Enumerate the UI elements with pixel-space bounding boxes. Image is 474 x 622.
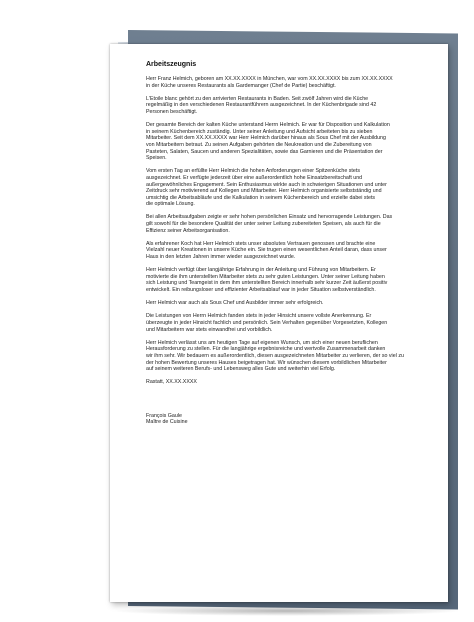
body-line: der hohen Bewertung unseres Hauses beigetragen hat. Wir wünschen diesem vorbildlichen Mitarbeiter <box>146 359 387 366</box>
body-paragraph <box>146 267 436 293</box>
body-line: motivierte die ihm unterstellten Mitarbeiter stets zu sehr guten Leistungen. Unter seiner Leitung haben <box>146 273 385 280</box>
body-line: ausgezeichnet. Er verfügte jederzeit über eine außerordentlich hohe Einsatzbereitschaft und <box>146 174 363 181</box>
body-line: Herr Helmich verfügt über langjährige Erfahrung in der Anleitung und Führung von Mitarbeitern. Er <box>146 267 376 274</box>
body-line: auf seinem weiteren Berufs- und Lebensweg alles Gute und weiterhin viel Erfolg. <box>146 366 336 373</box>
body-line: regelmäßig in den verschiedenen Restaurantführern ausgezeichnet. In der Küchenbrigade sind 42 <box>146 102 377 109</box>
body-paragraph <box>146 122 436 162</box>
body-line: außergewöhnliches Engagement. Sein Enthusiasmus wirkte auch in schwierigen Situationen und unter <box>146 181 387 188</box>
body-line: L'Etoile blanc gehört zu den arrivierten Restaurants in Baden. Seit zwölf Jahren wird die Küche <box>146 95 369 102</box>
signature-block <box>146 413 436 426</box>
body-paragraph <box>146 340 436 373</box>
body-line: Mitarbeiter. Seit dem XX.XX.XXXX war Herr Helmich darüber hinaus als Sous Chef mit der Ausbildung <box>146 135 386 142</box>
body-line: Speisen. <box>146 155 167 162</box>
document-content <box>146 60 436 426</box>
body-line: Vielzahl neuer Kreationen in unsere Küche ein. Sie trugen einen wesentlichen Anteil daran, dass unser <box>146 247 387 254</box>
body-paragraph <box>146 300 436 307</box>
body-line: Personen beschäftigt. <box>146 108 198 115</box>
document-page <box>110 44 448 602</box>
body-line: Der gesamte Bereich der kalten Küche unterstand Herrn Helmich. Er war für Disposition und Kalkulation <box>146 122 390 129</box>
body-line: Herr Franz Helmich, geboren am XX.XX.XXXX in München, war vom XX.XX.XXXX bis zum XX.XX.XXXX <box>146 76 393 82</box>
body-paragraph <box>146 214 436 234</box>
drop-shadow <box>112 606 462 616</box>
body-line: Herr Helmich war auch als Sous Chef und Ausbilder immer sehr erfolgreich. <box>146 300 324 307</box>
body-paragraph <box>146 168 436 208</box>
body-line: wir ihm sehr. Wir bedauern es außerordentlich, diesen ausgezeichneten Mitarbeiter zu verlieren, der so viel zu <box>146 352 404 359</box>
body-line: Herr Helmich verlässt uns am heutigen Tage auf eigenen Wunsch, um sich einer neuen beruflichen <box>146 339 378 346</box>
body-line: und Mitarbeitern war stets einwandfrei und vorbildlich. <box>146 326 273 333</box>
body-paragraph <box>146 76 436 89</box>
body-line: Vom ersten Tag an erfüllte Herr Helmich die hohen Anforderungen einer Spitzenküche stets <box>146 168 360 175</box>
body-line: sich Leistung und Teamgeist in dem ihm unterstellten Bereich innerhalb sehr kurzer Zeit äußerst positiv <box>146 280 388 287</box>
signer-name: François Gaule <box>146 412 182 419</box>
place-date <box>146 379 436 386</box>
body-line: Herausforderung zu stellen. Für die langjährige ergebnisreiche und wertvolle Zusammenarbeit danken <box>146 346 386 353</box>
body-paragraph <box>146 96 436 116</box>
body-line: die optimale Lösung. <box>146 201 195 208</box>
body-line: Die Leistungen von Herrn Helmich fanden stets in jeder Hinsicht unsere vollste Anerkennung. Er <box>146 313 372 320</box>
body-line: entwickelt. Ein reibungsloser und effizienter Arbeitsablauf war in jeder Situation selbstverständlich. <box>146 287 376 293</box>
body-paragraph <box>146 313 436 333</box>
body-line: von Mitarbeitern betraut. Zu seinen Aufgaben gehörten die Neukreation und die Zubereitung von <box>146 141 372 148</box>
signature-space <box>146 393 436 413</box>
document-title: Arbeitszeugnis <box>146 61 197 68</box>
body-line: Effizienz seiner Arbeitsorganisation. <box>146 227 230 234</box>
body-line: Haus in den letzten Jahren immer wieder ausgezeichnet wurde. <box>146 254 296 261</box>
document-body <box>146 76 436 373</box>
body-line: in seinem Küchenbereich zuständig. Unter seiner Anleitung und Aufsicht arbeiteten bis zu sieben <box>146 128 373 135</box>
body-paragraph <box>146 241 436 261</box>
body-line: gilt sowohl für die besondere Qualität der unter seiner Leitung zubereiteten Speisen, als auch für die <box>146 221 381 228</box>
place-date-line: Rastatt, XX.XX.XXXX <box>146 379 197 386</box>
body-line: Pasteten, Salaten, Saucen und anderen Spezialitäten, sowie das Garnieren und die Präsentation der <box>146 148 383 155</box>
body-line: Zeitdruck sehr motivierend auf Kollegen und Mitarbeiter. Herr Helmich organisierte selbstständig und <box>146 188 382 195</box>
signer-role: Maître de Cuisine <box>146 419 188 426</box>
body-line: überzeugte in jeder Hinsicht fachlich und persönlich. Sein Verhalten gegenüber Vorgesetzten, Kollegen <box>146 319 388 326</box>
body-line: Bei allen Arbeitsaufgaben zeigte er sehr hohen persönlichen Einsatz und hervorragende Leistungen. Das <box>146 214 393 221</box>
body-line: Als erfahrener Koch hat Herr Helmich stets unser absolutes Vertrauen genossen und brachte eine <box>146 240 376 247</box>
body-line: umsichtig die Arbeitsabläufe und die Kalkulation in seinem Küchenbereich und erzielte dabei stets <box>146 194 376 201</box>
body-line: in der Küche unseres Restaurants als Gardemanger (Chef de Partie) beschäftigt. <box>146 82 336 89</box>
